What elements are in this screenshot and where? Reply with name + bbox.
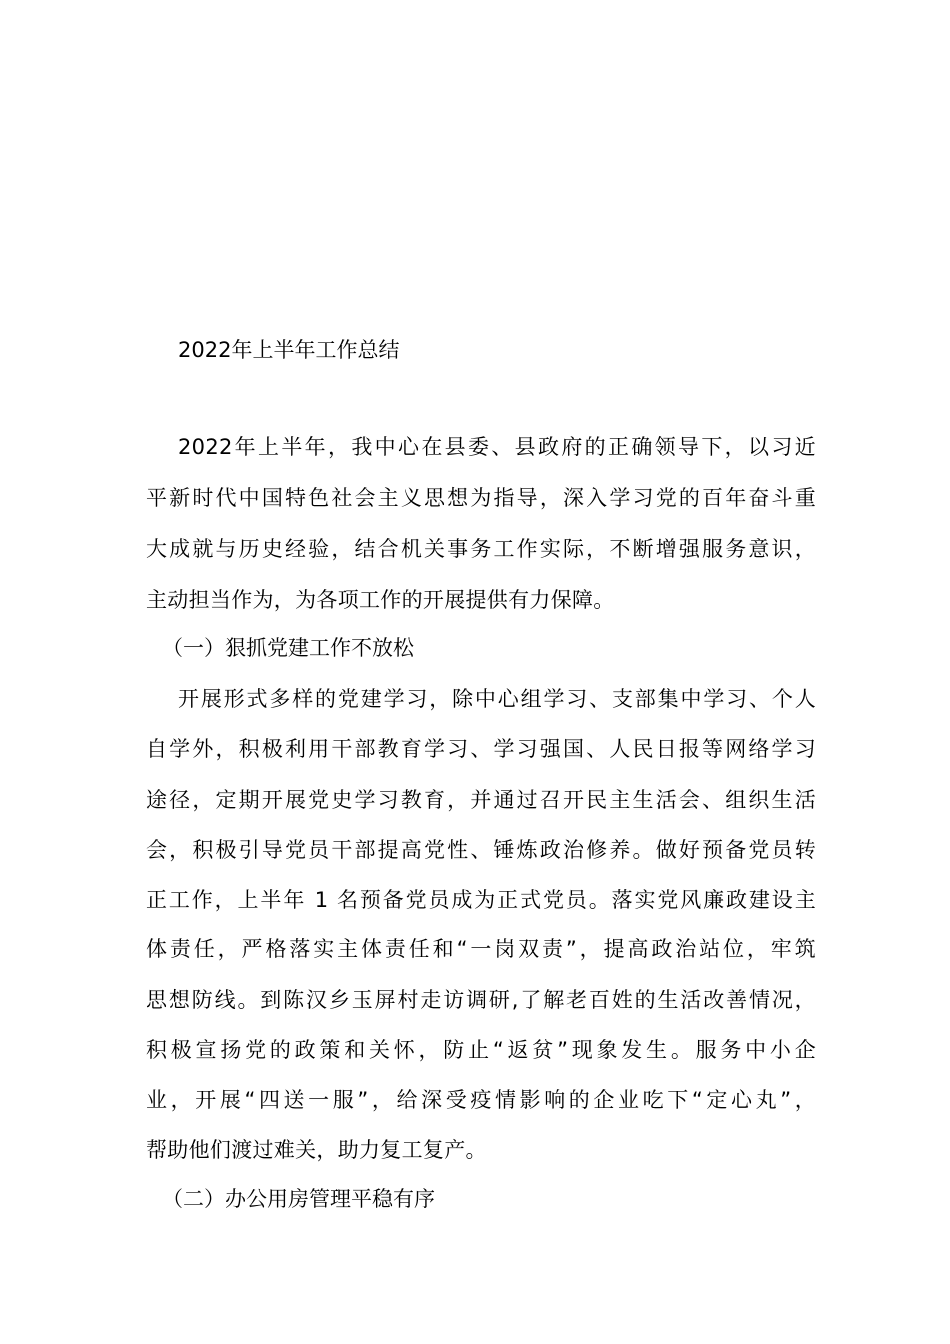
section1-paragraph-line: 业，开展“四送一服”，给深受疫情影响的企业吃下“定心丸”，: [146, 1088, 816, 1112]
intro-paragraph-line: 2022年上半年，我中心在县委、县政府的正确领导下，以习近: [178, 435, 816, 459]
section1-paragraph-line: 开展形式多样的党建学习，除中心组学习、支部集中学习、个人: [178, 687, 816, 711]
document-title: 2022年上半年工作总结: [178, 338, 400, 362]
section1-paragraph-line: 帮助他们渡过难关，助力复工复产。: [146, 1138, 487, 1162]
section1-paragraph-line: 正工作，上半年 1 名预备党员成为正式党员。落实党风廉政建设主: [146, 888, 816, 912]
section1-paragraph-line: 思想防线。到陈汉乡玉屏村走访调研,了解老百姓的生活改善情况，: [146, 988, 816, 1012]
intro-paragraph-line: 大成就与历史经验，结合机关事务工作实际，不断增强服务意识，: [146, 537, 816, 561]
section1-paragraph-line: 积极宣扬党的政策和关怀，防止“返贫”现象发生。服务中小企: [146, 1038, 816, 1062]
section1-paragraph-line: 体责任，严格落实主体责任和“一岗双责”，提高政治站位，牢筑: [146, 937, 816, 961]
section1-paragraph-line: 途径，定期开展党史学习教育，并通过召开民主生活会、组织生活: [146, 788, 816, 812]
section-heading-2: （二）办公用房管理平稳有序: [162, 1187, 435, 1211]
section1-paragraph-line: 自学外，积极利用干部教育学习、学习强国、人民日报等网络学习: [146, 737, 816, 761]
intro-paragraph-line: 主动担当作为，为各项工作的开展提供有力保障。: [146, 588, 615, 612]
section1-paragraph-line: 会，积极引导党员干部提高党性、锤炼政治修养。做好预备党员转: [146, 838, 816, 862]
section-heading-1: （一）狠抓党建工作不放松: [162, 636, 414, 660]
intro-paragraph-line: 平新时代中国特色社会主义思想为指导，深入学习党的百年奋斗重: [146, 486, 816, 510]
